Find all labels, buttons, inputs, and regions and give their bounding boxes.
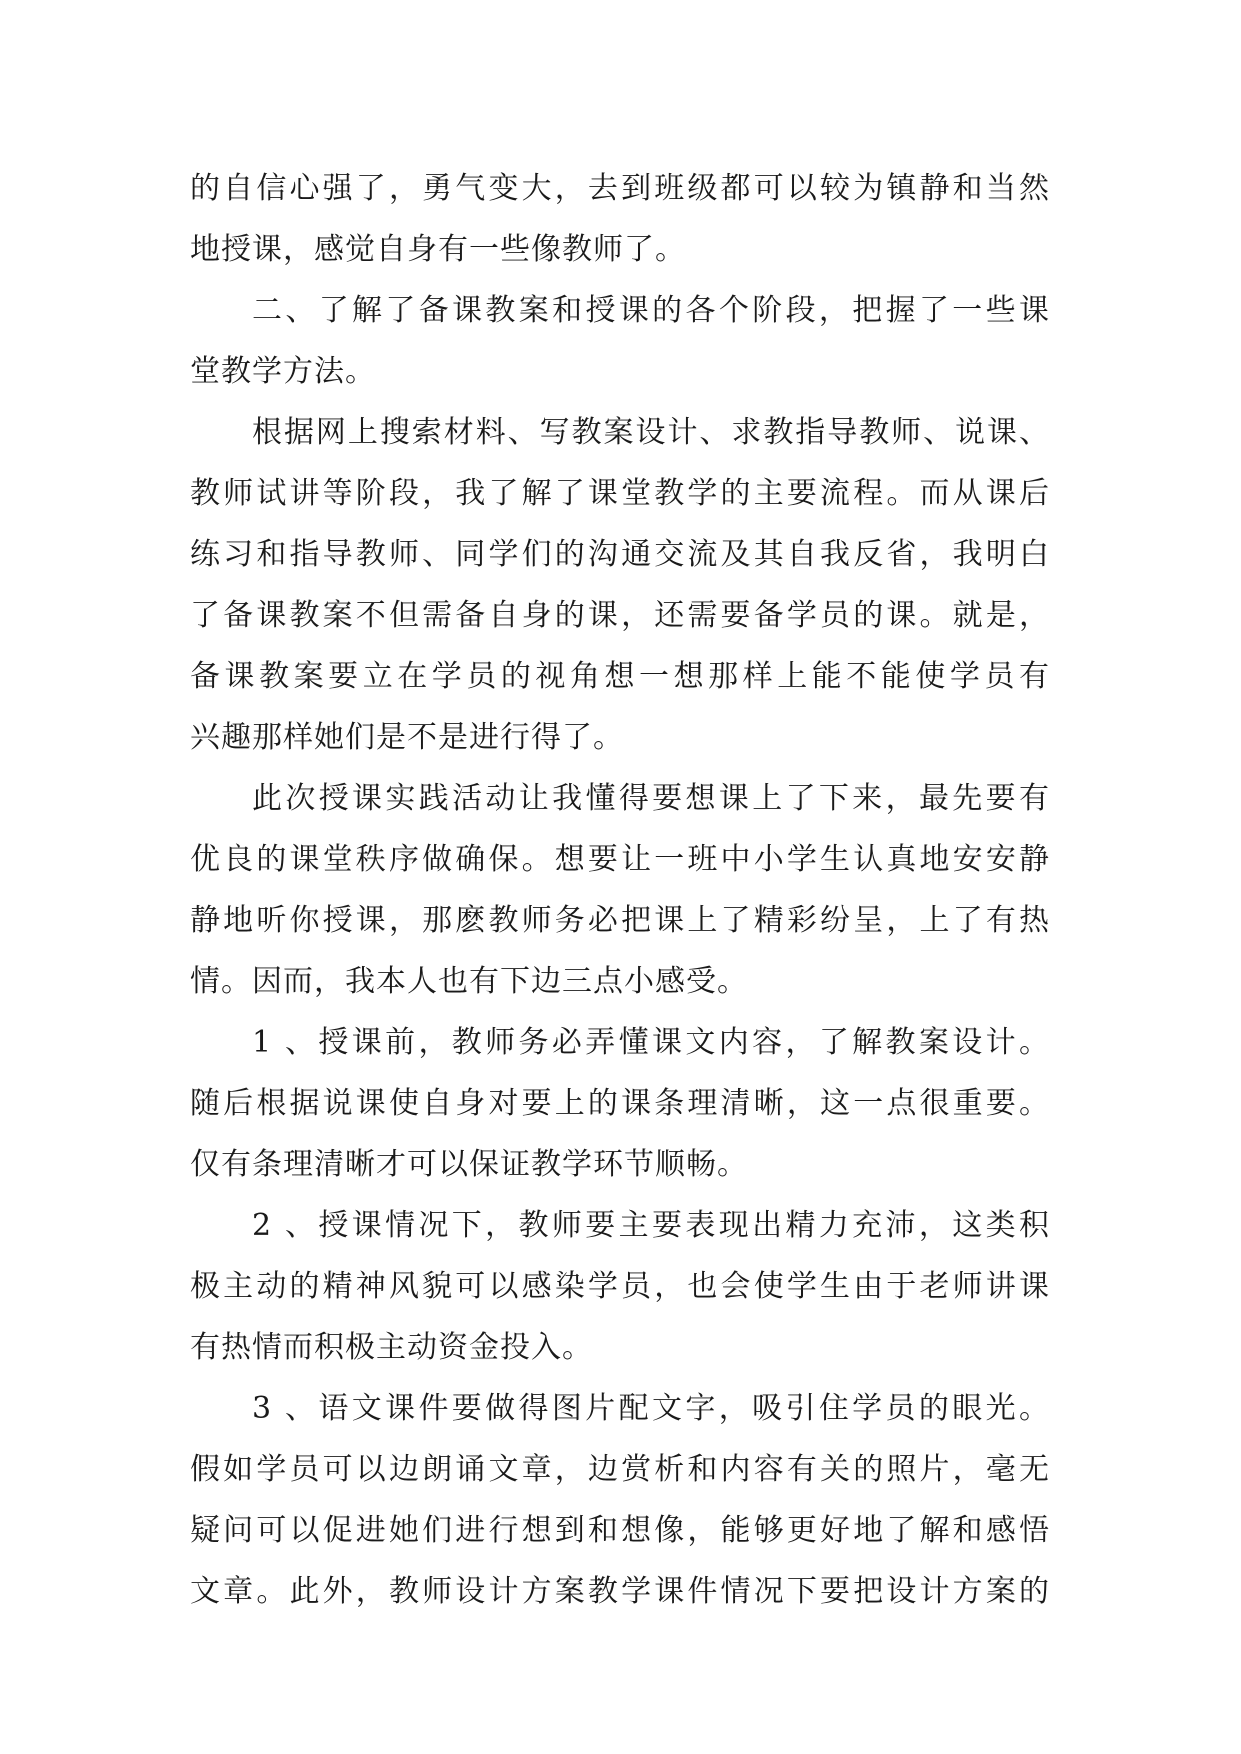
text-line: 此次授课实践活动让我懂得要想课上了下来，最先要有 bbox=[252, 781, 1050, 816]
text-line: 兴趣那样她们是不是进行得了。 bbox=[190, 720, 624, 755]
text-line: 3 、语文课件要做得图片配文字，吸引住学员的眼光。 bbox=[252, 1391, 1050, 1426]
text-line: 极主动的精神风貌可以感染学员，也会使学生由于老师讲课 bbox=[190, 1269, 1050, 1304]
text-line: 静地听你授课，那麽教师务必把课上了精彩纷呈，上了有热 bbox=[190, 903, 1050, 938]
text-line: 假如学员可以边朗诵文章，边赏析和内容有关的照片，毫无 bbox=[190, 1452, 1050, 1487]
text-line: 仅有条理清晰才可以保证教学环节顺畅。 bbox=[190, 1147, 748, 1182]
text-line: 疑问可以促进她们进行想到和想像，能够更好地了解和感悟 bbox=[190, 1513, 1050, 1548]
text-line: 优良的课堂秩序做确保。想要让一班中小学生认真地安安静 bbox=[190, 842, 1050, 877]
text-line: 根据网上搜索材料、写教案设计、求教指导教师、说课、 bbox=[252, 415, 1050, 450]
text-line: 文章。此外，教师设计方案教学课件情况下要把设计方案的 bbox=[190, 1574, 1050, 1609]
text-line: 2 、授课情况下，教师要主要表现出精力充沛，这类积 bbox=[252, 1208, 1050, 1243]
text-line: 1 、授课前，教师务必弄懂课文内容，了解教案设计。 bbox=[252, 1025, 1050, 1060]
body-text bbox=[190, 158, 1050, 1622]
text-line: 教师试讲等阶段，我了解了课堂教学的主要流程。而从课后 bbox=[190, 476, 1050, 511]
text-line: 堂教学方法。 bbox=[190, 354, 376, 389]
text-line: 练习和指导教师、同学们的沟通交流及其自我反省，我明白 bbox=[190, 537, 1050, 572]
text-line: 二、了解了备课教案和授课的各个阶段，把握了一些课 bbox=[252, 293, 1050, 328]
text-line: 的自信心强了，勇气变大，去到班级都可以较为镇静和当然 bbox=[190, 171, 1050, 206]
text-line: 地授课，感觉自身有一些像教师了。 bbox=[190, 232, 686, 267]
text-line: 备课教案要立在学员的视角想一想那样上能不能使学员有 bbox=[190, 659, 1050, 694]
text-line: 随后根据说课使自身对要上的课条理清晰，这一点很重要。 bbox=[190, 1086, 1050, 1121]
text-line: 有热情而积极主动资金投入。 bbox=[190, 1330, 593, 1365]
text-line: 了备课教案不但需备自身的课，还需要备学员的课。就是， bbox=[190, 598, 1050, 633]
text-line: 情。因而，我本人也有下边三点小感受。 bbox=[190, 964, 748, 999]
